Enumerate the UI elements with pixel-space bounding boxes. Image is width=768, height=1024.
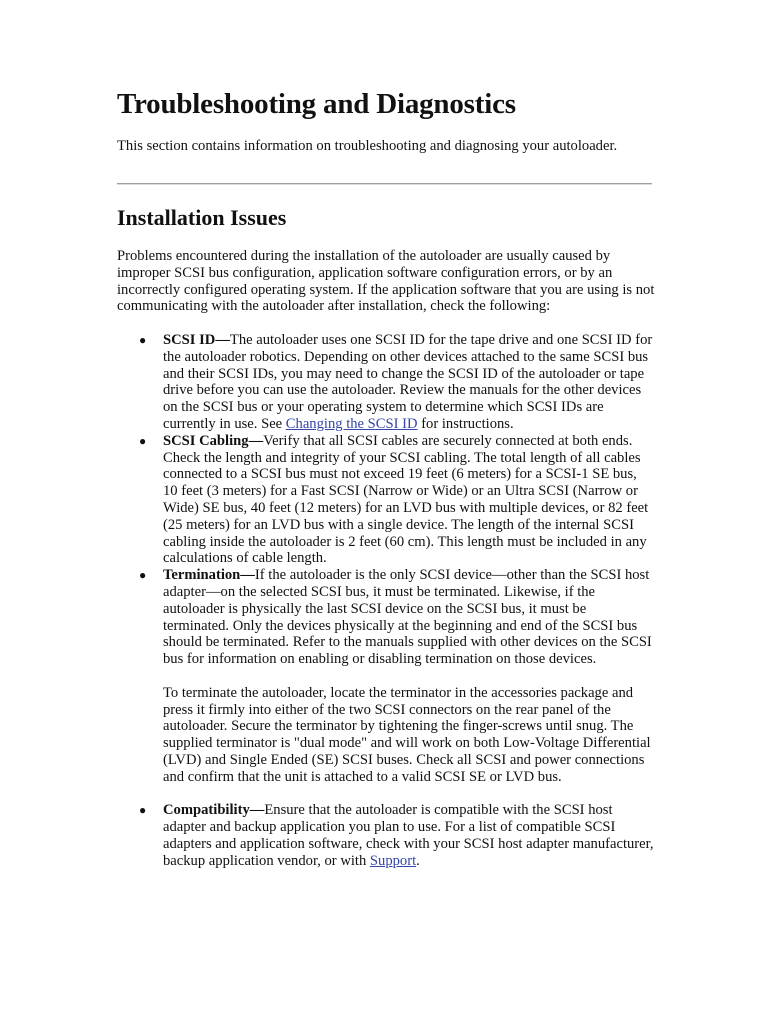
changing-scsi-id-link[interactable]: Changing the SCSI ID [285, 415, 418, 432]
item-term: SCSI Cabling— [163, 432, 264, 449]
item-term: Termination— [163, 567, 255, 584]
bullet-icon: ● [139, 433, 147, 448]
bullet-icon: ● [139, 803, 147, 818]
list-item-termination [117, 567, 657, 802]
item-term: Compatibility— [163, 802, 265, 819]
list-item-text [163, 332, 655, 433]
list-item-text [163, 802, 655, 869]
bullet-icon: ● [139, 568, 147, 583]
item-text: The autoloader uses one SCSI ID for the tape drive and one SCSI ID for the autoloader robotics. Depending on other devices attached to the same SCSI bus and their SCSI IDs, you may need to change the SCSI ID of the autoloader or tape drive before you can use the autoloader. Review the manuals for the other devices on the SCSI bus or your operating system to determine which SCSI IDs are currently in use. See [163, 332, 653, 432]
item-text-after-link: for instructions. [417, 415, 514, 432]
horizontal-divider [117, 183, 652, 185]
item-term: SCSI ID— [163, 332, 230, 348]
support-link[interactable]: Support [369, 852, 417, 869]
issue-list [117, 332, 657, 870]
list-item-scsi-cabling [117, 433, 657, 567]
section-heading: Installation Issues [117, 205, 287, 230]
page-title: Troubleshooting and Diagnostics [117, 88, 516, 120]
item-text: Ensure that the autoloader is compatible with the SCSI host adapter and backup application you plan to use. For a list of compatible SCSI adapters and application software, check with your SCSI host adapter manufacturer, backup application vendor, or with [163, 802, 654, 869]
item-text: Verify that all SCSI cables are securely connected at both ends. Check the length and integrity of your SCSI cabling. The total length of all cables connected to a SCSI bus must not exceed 19 feet (6 meters) for a SCSI-1 SE bus, 10 feet (3 meters) for a Fast SCSI (Narrow or Wide) or an Ultra SCSI (Narrow or Wide) SE bus, 40 feet (12 meters) for an LVD bus with multiple devices, or 82 feet (25 meters) for an LVD bus with a single device. The length of the internal SCSI cabling inside the autoloader is 2 feet (60 cm). This length must be included in any calculations of cable length. [163, 432, 649, 567]
intro-text: This section contains information on troubleshooting and diagnosing your autoloader. [117, 138, 618, 154]
item-text-after-link: . [416, 852, 420, 869]
bullet-icon: ● [139, 333, 147, 347]
section-paragraph: Problems encountered during the installation of the autoloader are usually caused by improper SCSI bus configuration, application software configuration errors, or by an incorrectly configured operating system. If the application software that you are using is not communicating with the autoloader after installation, check the following: [117, 248, 655, 315]
list-item-compatibility [117, 802, 657, 869]
list-item-text [163, 567, 655, 785]
item-text: If the autoloader is the only SCSI device—other than the SCSI host adapter—on the selected SCSI bus, it must be terminated. Likewise, if the autoloader is physically the last SCSI device on the SCSI bus, it must be terminated. Only the devices physically at the beginning and end of the SCSI bus should be terminated. Refer to the manuals supplied with other devices on the SCSI bus for information on enabling or disabling termination on those devices. [163, 567, 652, 668]
item-extra-paragraph: To terminate the autoloader, locate the terminator in the accessories package and press it firmly into either of the two SCSI connectors on the rear panel of the autoloader. Secure the terminator by tightening the finger-screws until snug. The supplied terminator is "dual mode" and will work on both Low-Voltage Differential (LVD) and Single Ended (SE) SCSI buses. Check all SCSI and power connections and confirm that the unit is attached to a valid SCSI SE or LVD bus. [163, 684, 651, 785]
list-item-text [163, 433, 655, 567]
list-item-scsi-id [117, 332, 657, 433]
